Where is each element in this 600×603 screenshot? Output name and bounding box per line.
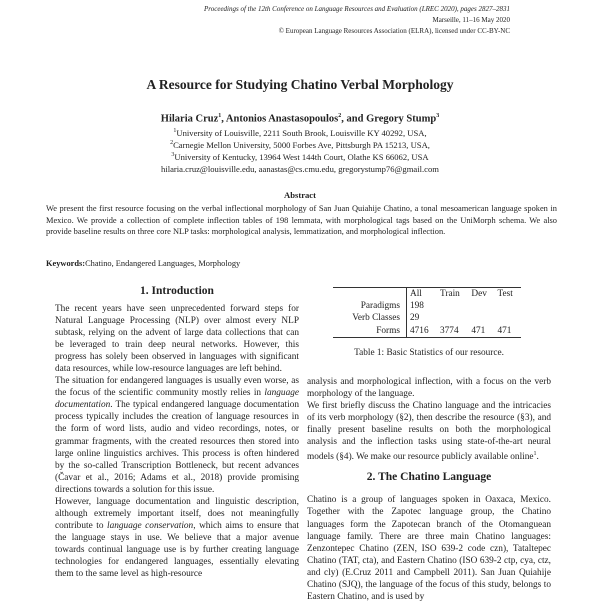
table-cell: Paradigms <box>333 300 407 312</box>
author-name: Gregory Stump <box>366 113 437 125</box>
section-heading-introduction: 1. Introduction <box>140 285 214 297</box>
section-heading-chatino-language: 2. The Chatino Language <box>366 471 492 484</box>
footnote-marker: 1 <box>533 451 537 458</box>
author-sep: , <box>221 113 226 125</box>
table-cell: Forms <box>333 325 407 337</box>
author-sup: 2 <box>338 113 342 119</box>
keywords-text: Chatino, Endangered Languages, Morphology <box>85 259 241 268</box>
emails: hilaria.cruz@louisville.edu, aanastas@cs.cmu.edu, gregorystump76@gmail.com <box>161 164 439 174</box>
affiliation <box>0 128 600 138</box>
affiliation <box>0 140 600 150</box>
copyright-line: © European Language Resources Association (ELRA), licensed under CC-BY-NC <box>278 27 510 35</box>
table-header: Test <box>497 289 513 299</box>
keywords <box>46 259 240 268</box>
author-sep: , and <box>341 113 367 125</box>
table-cell: 471 <box>497 325 512 336</box>
author-list <box>0 113 600 125</box>
affiliation-text: Carnegie Mellon University, 5000 Forbes Ave, Pittsburgh PA 15213, USA, <box>173 140 430 150</box>
abstract-heading: Abstract <box>284 190 316 200</box>
table-header: Dev <box>471 289 487 299</box>
table-cell <box>468 312 494 324</box>
table-cell: 198 <box>410 301 424 312</box>
location-line: Marseille, 11–16 May 2020 <box>432 16 510 24</box>
paragraph: Chatino is a group of languages spoken in Oaxaca, Mexico. Together with the Zapotec language group, the Chatino languages form the Zapotecan branch of the Otomanguean language family. There are three main Chatino languages: Zenzontepec Chatino (ZEN, ISO 639-2 code czn), Tataltepec Chatino (TAT, cta), and Eastern Chatino (ISO 639-2 ctp, cya, ctz, and cly) (E.Cruz 2011 and Campbell 2011). San Juan Quiahije Chatino (SJQ), the language of the focus of this study, belongs to Eastern Chatino, and is used by <box>307 495 551 602</box>
table-cell: 4716 <box>410 325 429 336</box>
emphasis: language conservation <box>107 520 194 531</box>
author-name: Antonios Anastasopoulos <box>225 113 339 125</box>
author-sup: 1 <box>218 113 222 119</box>
affiliation-text: University of Kentucky, 13964 West 144th Court, Olathe KS 66062, USA <box>174 152 429 162</box>
table-cell <box>437 312 468 324</box>
section-spacer <box>307 463 551 494</box>
proceedings-line: Proceedings of the 12th Conference on Language Resources and Evaluation (LREC 2020), pages 2827–2831 <box>203 5 510 13</box>
abstract-text: We present the first resource focusing on the verbal inflectional morphology of San Juan Quiahije Chatino, a tonal mesoamerican language spoken in Mexico. We provide a collection of complete inflection tables of 198 lemmata, with morphological tags based on the UniMorph schema. We also provide baseline results on three core NLP tasks: morphological analysis, lemmatization, and morphological inflection. <box>46 204 557 237</box>
table-row <box>333 325 521 337</box>
table-row <box>333 300 521 312</box>
affiliation-sup: 3 <box>171 152 175 159</box>
table-cell <box>495 312 521 324</box>
table-cell <box>468 300 494 312</box>
emphasis: language documentation <box>55 388 299 411</box>
table-cell: 29 <box>410 313 420 324</box>
left-column <box>55 303 299 580</box>
paragraph <box>307 400 551 463</box>
text: We first briefly discuss the Chatino language and the intricacies of its verb morphology (§2), then describe the resource (§3), and finally present baseline results on both the morphological analysis and the inflection tasks using state-of-the-art neural models (§4). We make our resource publicly available online <box>307 401 551 463</box>
table-cell: Verb Classes <box>333 312 407 324</box>
table-cell <box>437 300 468 312</box>
text: The situation for endangered languages is usually even worse, as the focus of the scientific community mostly relies in <box>55 376 299 399</box>
table-header-row <box>333 288 521 300</box>
table-cell: 3774 <box>440 325 459 336</box>
paper-title: A Resource for Studying Chatino Verbal Morphology <box>146 77 454 92</box>
text: , which aims to ensure that the language stays in use. We believe that a major avenue towards continual language use is by further creating language technologies for endangered languages, essentially elevating them to the same level as high-resource <box>55 520 300 580</box>
text: . <box>536 452 539 463</box>
text: However, language documentation and linguistic description, although extremely important itself, does not meaningfully contribute to <box>55 496 299 531</box>
affiliation-text: University of Louisville, 2211 South Brook, Louisville KY 40292, USA, <box>176 128 427 138</box>
table-caption: Table 1: Basic Statistics of our resource. <box>354 348 504 358</box>
affiliation-sup: 1 <box>173 128 177 135</box>
affiliation <box>0 152 600 162</box>
author-sup: 3 <box>436 113 440 119</box>
affiliation-sup: 2 <box>170 140 174 147</box>
table-header: Train <box>440 289 460 299</box>
author-name: Hilaria Cruz <box>160 113 219 125</box>
table-cell: 471 <box>471 325 486 336</box>
table-header <box>333 288 407 300</box>
table-cell <box>495 300 521 312</box>
paragraph <box>55 496 299 580</box>
paragraph: The recent years have seen unprecedented forward steps for Natural Language Processing (NLP) over almost every NLP subtask, relying on the advent of large data collections that can be leveraged to train deep neural networks. However, this progress has solely been observed in languages with significant data resources, while low-resource languages are left behind. <box>55 304 299 375</box>
paragraph <box>55 375 299 495</box>
text: . The typical endangered language documentation process typically includes the creation of language resources in the form of word lists, audio and video recordings, notes, or grammar fragments, with the created resources then stored into large online linguistics archives. This process is often hindered by the so-called Transcription Bottleneck, but recent advances (Čavar et al., 2016; Adams et al., 2018) provide promising directions towards a solution for this issue. <box>55 400 299 495</box>
right-column <box>307 376 551 603</box>
paragraph: analysis and morphological inflection, with a focus on the verb morphology of the language. <box>307 377 551 400</box>
table-header: All <box>410 289 422 299</box>
statistics-table <box>333 287 521 338</box>
table-row <box>333 312 521 324</box>
keywords-label: Keywords: <box>46 259 86 268</box>
